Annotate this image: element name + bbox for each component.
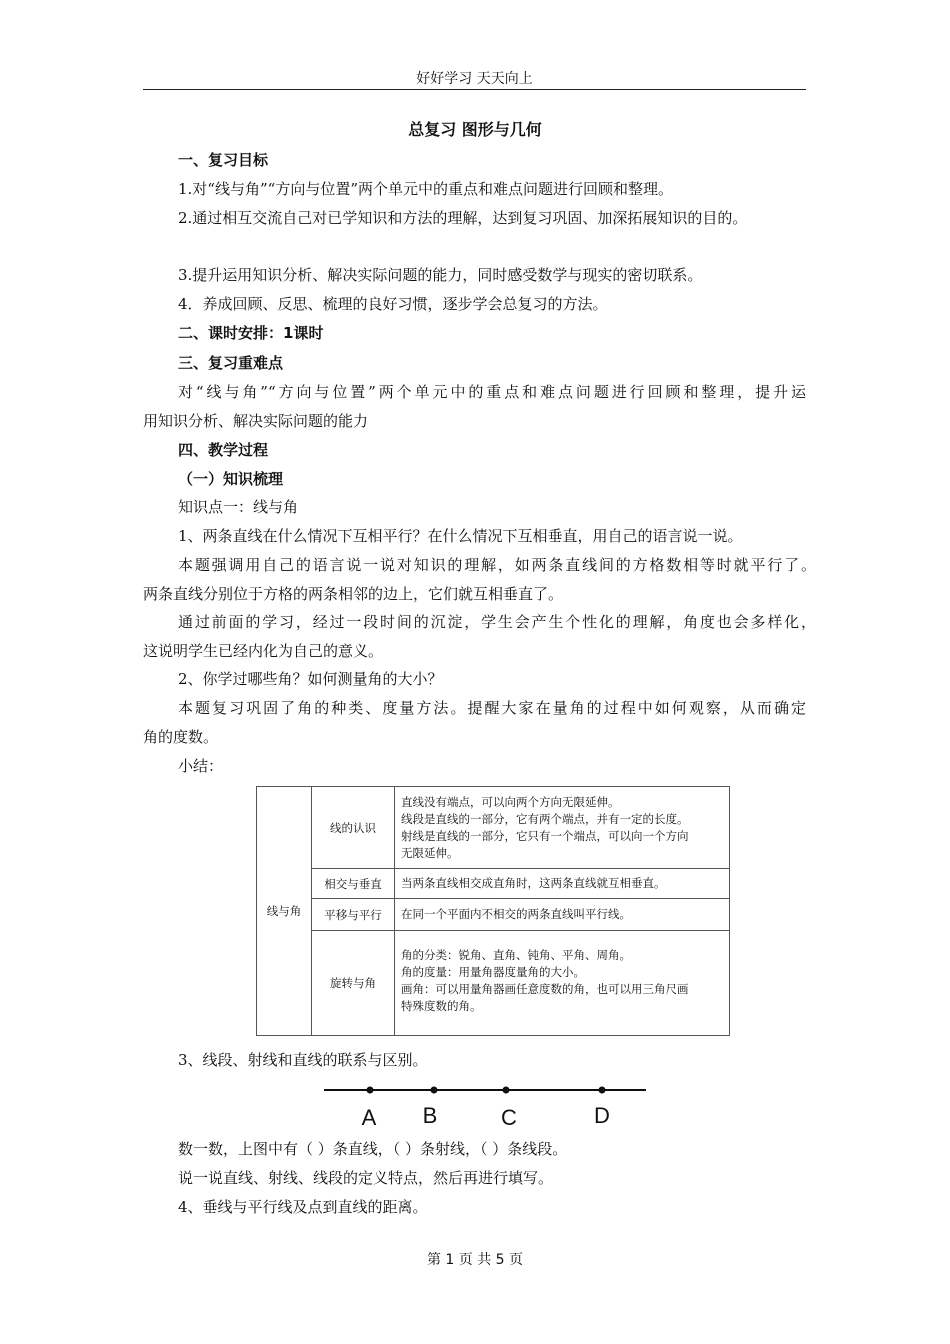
section-heading-process: 四、教学过程 — [178, 441, 269, 459]
question-1-note2-line1: 通过前面的学习，经过一段时间的沉淀，学生会产生个性化的理解，角度也会多样化， — [178, 613, 816, 631]
table-description-line: 射线是直线的一部分，它只有一个端点，可以向一个方向 — [401, 828, 689, 843]
header-divider — [143, 89, 806, 90]
table-description-line: 角的分类：锐角、直角、钝角、平角、周角。 — [401, 948, 631, 962]
table-description-line: 在同一个平面内不相交的两条直线叫平行线。 — [401, 907, 631, 921]
table-row — [257, 787, 730, 869]
section-heading-schedule: 二、课时安排：1课时 — [178, 324, 324, 342]
table-main-category: 线与角 — [257, 787, 312, 1036]
table-description-line: 特殊度数的角。 — [401, 999, 482, 1013]
point-marker — [599, 1087, 606, 1094]
table-description-line: 无限延伸。 — [401, 845, 459, 860]
point-label: C — [501, 1105, 517, 1130]
table-topic: 旋转与角 — [312, 931, 395, 1036]
point-marker — [503, 1087, 510, 1094]
point-label: B — [422, 1103, 438, 1128]
goal-item-2: 2.通过相互交流自己对已学知识和方法的理解，达到复习巩固、加深拓展知识的目的。 — [178, 209, 748, 227]
goal-item-4: 4．养成回顾、反思、梳理的良好习惯，逐步学会总复习的方法。 — [178, 295, 608, 313]
table-description — [395, 931, 730, 1036]
document-title: 总复习 图形与几何 — [408, 120, 542, 139]
table-row — [257, 931, 730, 1036]
subsection-heading: （一）知识梳理 — [178, 470, 284, 488]
summary-table — [256, 786, 730, 1036]
question-1: 1、两条直线在什么情况下互相平行？在什么情况下互相垂直，用自己的语言说一说。 — [178, 527, 743, 545]
question-2: 2、你学过哪些角？如何测量角的大小？ — [178, 670, 443, 688]
knowledge-point-heading: 知识点一：线与角 — [178, 498, 299, 516]
point-marker — [367, 1087, 374, 1094]
table-description-line: 画角：可以用量角器画任意度数的角，也可以用三角尺画 — [401, 982, 689, 996]
table-description-line: 直线没有端点，可以向两个方向无限延伸。 — [401, 794, 620, 809]
table-topic: 线的认识 — [312, 787, 395, 869]
point-marker — [431, 1087, 438, 1094]
line-points-diagram — [320, 1078, 650, 1134]
table-row — [257, 899, 730, 931]
page-footer: 第 1 页 共 5 页 — [426, 1252, 524, 1268]
keypoints-text-line1: 对“线与角”“方向与位置”两个单元中的重点和难点问题进行回顾和整理，提升运 — [178, 383, 806, 401]
question-3-fill-blank: 数一数，上图中有（ ）条直线，（ ）条射线，（ ）条线段。 — [178, 1140, 568, 1158]
page-header: 好好学习 天天向上 — [416, 71, 533, 87]
table-description-line: 线段是直线的一部分，它有两个端点，并有一定的长度。 — [401, 811, 689, 826]
question-1-note2-line2: 这说明学生已经内化为自己的意义。 — [143, 642, 384, 660]
table-topic: 相交与垂直 — [312, 869, 395, 899]
table-topic: 平移与平行 — [312, 899, 395, 931]
table-description — [395, 787, 730, 869]
section-heading-keypoints: 三、复习重难点 — [178, 354, 284, 372]
question-1-note-line1: 本题强调用自己的语言说一说对知识的理解，如两条直线间的方格数相等时就平行了。 — [178, 556, 816, 574]
goal-item-1: 1.对“线与角”“方向与位置”两个单元中的重点和难点问题进行回顾和整理。 — [178, 180, 673, 198]
point-label: D — [594, 1103, 610, 1128]
section-heading-goals: 一、复习目标 — [178, 151, 269, 169]
point-label: A — [361, 1105, 377, 1130]
question-4: 4、垂线与平行线及点到直线的距离。 — [178, 1198, 428, 1216]
question-2-note-line2: 角的度数。 — [143, 728, 219, 746]
question-2-note-line1: 本题复习巩固了角的种类、度量方法。提醒大家在量角的过程中如何观察，从而确定 — [178, 699, 806, 717]
keypoints-text-line2: 用知识分析、解决实际问题的能力 — [143, 412, 369, 430]
table-description — [395, 869, 730, 899]
summary-label: 小结： — [178, 757, 224, 775]
table-row — [257, 869, 730, 899]
goal-item-3: 3.提升运用知识分析、解决实际问题的能力，同时感受数学与现实的密切联系。 — [178, 266, 703, 284]
table-description — [395, 899, 730, 931]
table-description-line: 当两条直线相交成直角时，这两条直线就互相垂直。 — [401, 876, 666, 890]
question-3-note: 说一说直线、射线、线段的定义特点，然后再进行填写。 — [178, 1169, 554, 1187]
question-1-note-line2: 两条直线分别位于方格的两条相邻的边上，它们就互相垂直了。 — [143, 585, 564, 603]
question-3: 3、线段、射线和直线的联系与区别。 — [178, 1051, 428, 1069]
table-description-line: 角的度量：用量角器度量角的大小。 — [401, 965, 585, 979]
